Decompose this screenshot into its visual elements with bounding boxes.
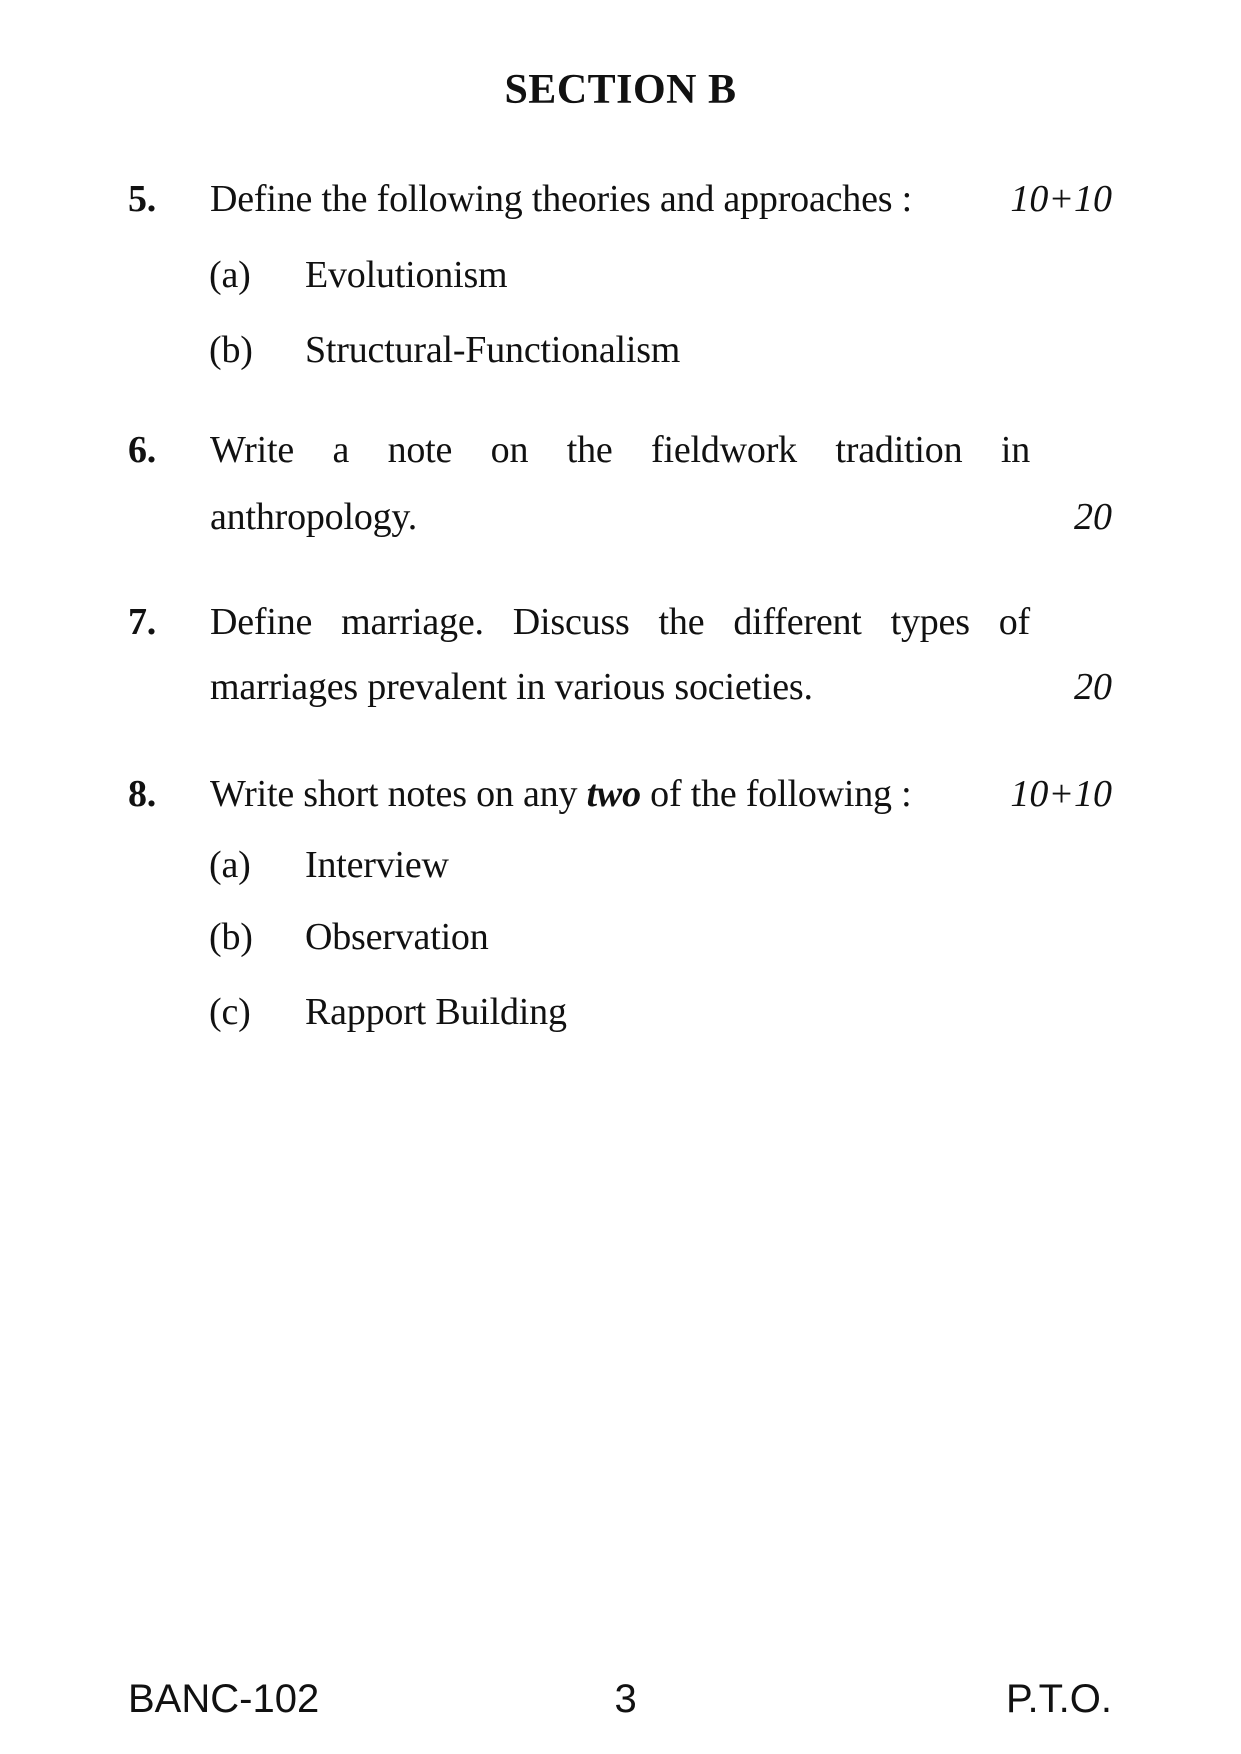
question-8-text-after: of the following : [640,773,912,815]
question-8-text-before: Write short notes on any [210,773,587,815]
section-title: SECTION B [504,67,737,113]
page-footer [128,1677,1112,1722]
question-6-number: 6. [128,429,157,471]
question-7-continued [128,666,1112,718]
question-5-item-b [209,329,1112,381]
footer-paper-code: BANC-102 [128,1677,320,1721]
question-8-marks: 10+10 [1010,773,1112,815]
question-8-item-c-label: (c) [209,991,251,1033]
question-8-keyword: two [586,773,641,815]
footer-pto: P.T.O. [1006,1677,1112,1721]
question-5-item-a-label: (a) [209,254,251,296]
question-8-item-b [209,916,1112,968]
question-6 [128,429,1112,481]
question-6-line1: Write a note on the fieldwork tradition in [210,429,1030,471]
question-8-item-c [209,991,1112,1043]
question-5 [128,178,1112,230]
footer-page-number: 3 [614,1677,637,1721]
question-5-text: Define the following theories and approaches : [210,178,913,220]
question-8-item-a-label: (a) [209,844,251,886]
question-7-line2: marriages prevalent in various societies. [210,666,813,708]
question-8-item-b-text: Observation [305,916,489,958]
question-8-text [210,773,911,817]
question-8-number: 8. [128,773,157,815]
question-5-item-b-text: Structural-Functionalism [305,329,681,371]
question-8-item-a [209,844,1112,896]
question-7-line1: Define marriage. Discuss the different types of [210,601,1030,643]
question-5-item-a [209,254,1112,306]
question-5-number: 5. [128,178,157,220]
question-8 [128,773,1112,825]
question-5-marks: 10+10 [1010,178,1112,220]
question-8-item-c-text: Rapport Building [305,991,567,1033]
question-8-item-a-text: Interview [305,844,449,886]
question-6-marks: 20 [1074,496,1112,538]
question-5-item-b-label: (b) [209,329,253,371]
question-6-continued [128,496,1112,548]
question-5-item-a-text: Evolutionism [305,254,508,296]
question-6-line2: anthropology. [210,496,418,538]
question-7 [128,601,1112,653]
question-8-item-b-label: (b) [209,916,253,958]
question-7-marks: 20 [1074,666,1112,708]
question-7-number: 7. [128,601,157,643]
